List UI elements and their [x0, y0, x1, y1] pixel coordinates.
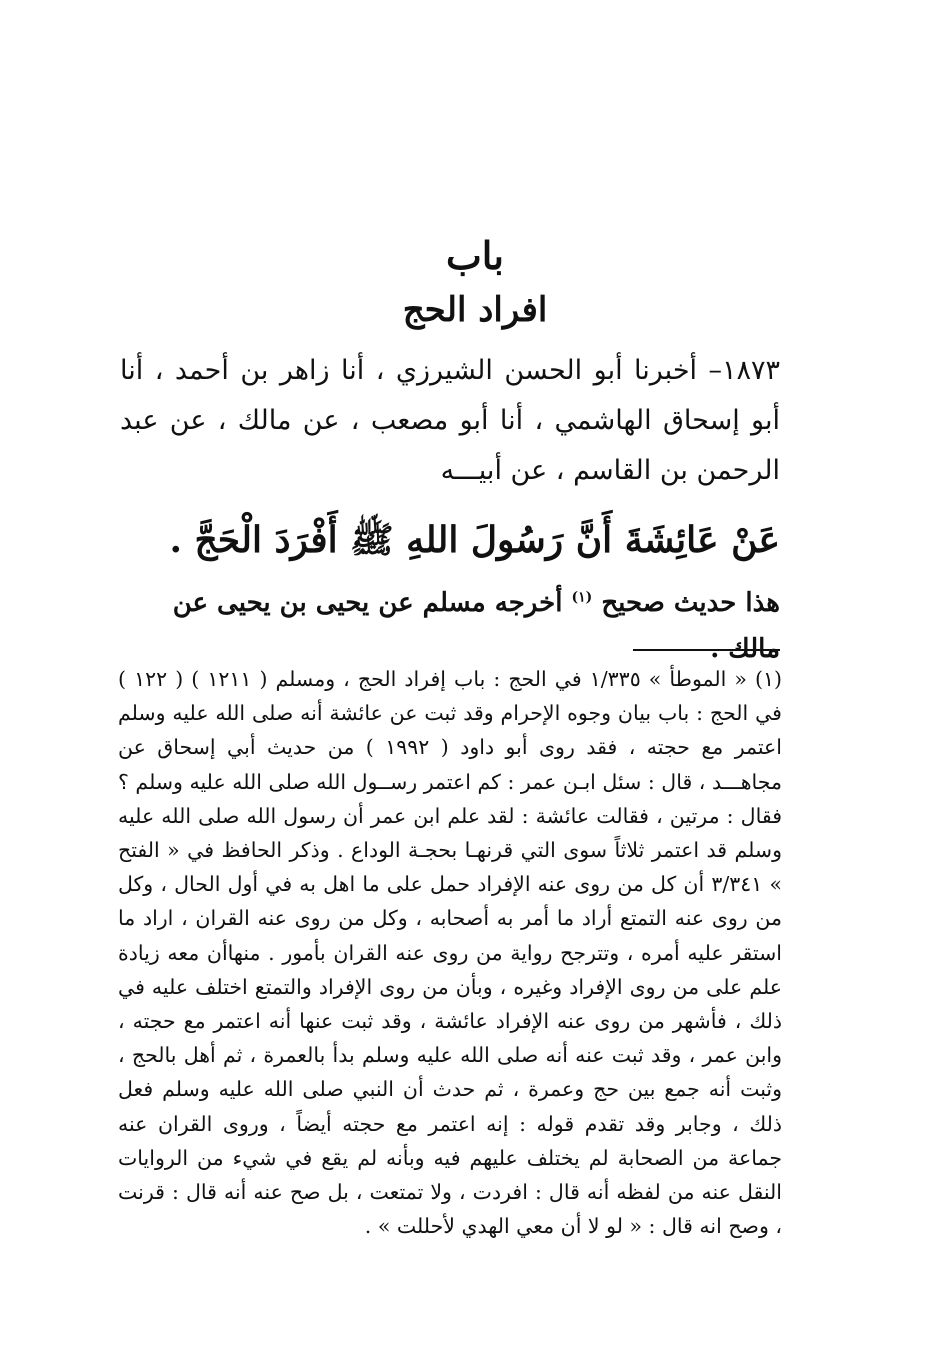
hadith-matn: عَنْ عَائِشَةَ أَنَّ رَسُولَ اللهِ ﷺ أَفْرَدَ الْحَجَّ . — [169, 519, 780, 561]
footnote-reference-marker: (١) — [571, 589, 593, 606]
chapter-label: باب — [446, 233, 504, 278]
isnad-text: ١٨٧٣– أخبرنا أبو الحسن الشيرزي ، أنا زاهر بن أحمد ، أنا أبو إسحاق الهاشمي ، أنا أبو مصعب ، عن مالك ، عن عبد الرحمن بن القاسم ، عن أبيـــه — [120, 355, 780, 486]
verdict-text-start: هذا حديث صحيح — [601, 588, 780, 618]
footnotes-section — [118, 662, 782, 1243]
verdict-text-end: أخرجه مسلم عن يحيى بن يحيى عن مالك . — [172, 588, 780, 664]
footnote-text: (١) « الموطأ » ١/٣٣٥ في الحج : باب إفراد الحج ، ومسلم ( ١٢١١ ) ( ١٢٢ ) في الحج : باب بيان وجوه الإحرام وقد ثبت عن عائشة أنه صلى الله عليه وسلم اعتمر مع حجته ، فقد روى أبو داود ( ١٩٩٢ ) من حديث أبي إسحاق عن مجاهـــد ، قال : سئل ابـن عمر : كم اعتمر رســول الله صلى الله عليه وسلم ؟ فقال : مرتين ، فقالت عائشة : لقد علم ابن عمر أن رسول الله صلى الله عليه وسلم قد اعتمر ثلاثاً سوى التي قرنهـا بحجـة الوداع . وذكر الحافظ في « الفتح » ٣/٣٤١ أن كل من روى عنه الإفراد حمل على ما اهل به في أول الحال ، وكل من روى عنه التمتع أراد ما أمر به أصحابه ، وكل من روى عنه القران ، اراد ما استقر عليه أمره ، وتترجح رواية من روى عنه القران بأمور . منهاأن معه زيادة علم على من روى الإفراد وغيره ، وبأن من روى الإفراد والتمتع اختلف عليه في ذلك ، فأشهر من روى عنه الإفراد عائشة ، وقد ثبت عنها أنه اعتمر مع حجته ، وابن عمر ، وقد ثبت عنه أنه صلى الله عليه وسلم بدأ بالعمرة ، ثم أهل بالحج ، وثبت أنه جمع بين حج وعمرة ، ثم حدث أن النبي صلى الله عليه وسلم فعل ذلك ، وجابر وقد تقدم قوله : إنه اعتمر مع حجته أيضاً ، وروى القران عنه جماعة من الصحابة لم يختلف عليهم فيه وبأنه لم يقع في شيء من الروايات النقل عنه من لفظه أنه قال : افردت ، ولا تمتعت ، بل صح عنه أنه قال : قرنت ، وصح انه قال : « لو لا أن معي الهدي لأحللت » . — [118, 667, 783, 1239]
footnote-separator — [633, 649, 780, 651]
chapter-title: افراد الحج — [402, 290, 548, 330]
hadith-isnad — [120, 346, 780, 496]
hadith-verdict — [120, 580, 780, 672]
